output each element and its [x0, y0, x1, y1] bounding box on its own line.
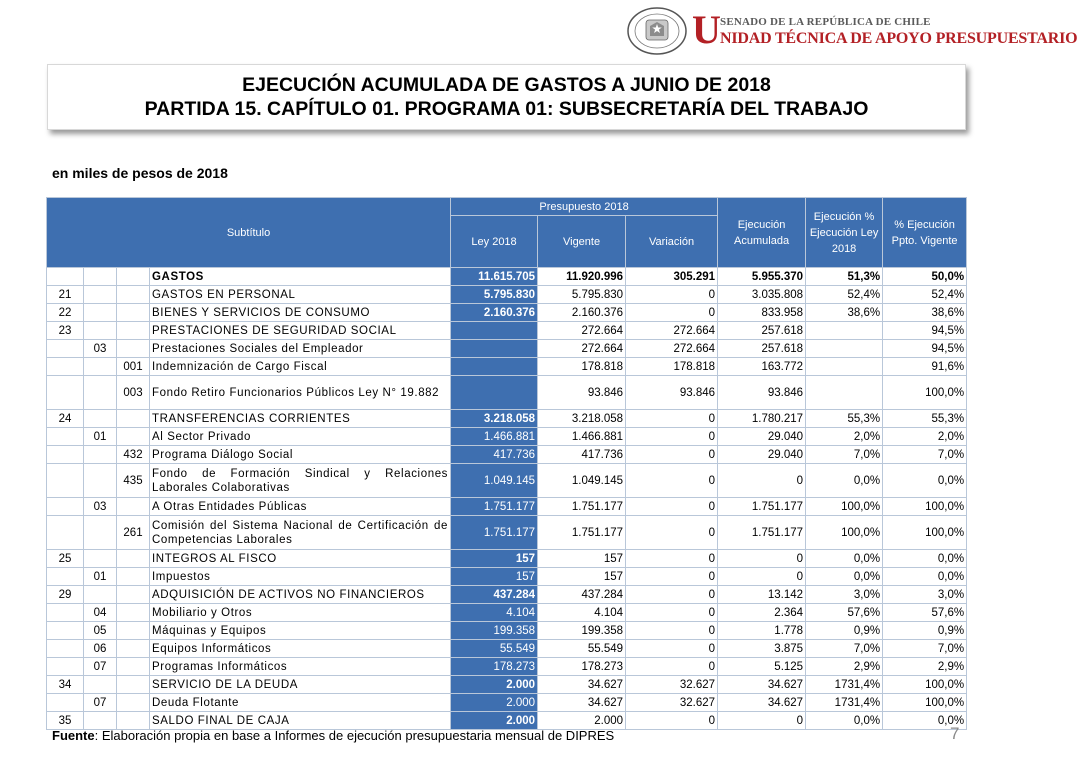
variacion-value: 0	[626, 712, 718, 730]
item-code	[84, 676, 117, 694]
pct-ejecucion-vigente-value: 0,0%	[883, 568, 967, 586]
header-subtitulo: Subtítulo	[47, 198, 451, 268]
subtitulo-code	[47, 516, 84, 550]
ejecucion-acumulada-value: 257.618	[718, 340, 806, 358]
item-code	[84, 446, 117, 464]
table-row	[47, 376, 967, 410]
ejecucion-acumulada-value: 0	[718, 712, 806, 730]
ejecucion-acumulada-value: 13.142	[718, 586, 806, 604]
vigente-value: 417.736	[538, 446, 626, 464]
row-description: INTEGROS AL FISCO	[150, 550, 451, 568]
row-description: BIENES Y SERVICIOS DE CONSUMO	[150, 304, 451, 322]
pct-ejecucion-ley-value	[806, 322, 883, 340]
ejecucion-acumulada-value: 2.364	[718, 604, 806, 622]
vigente-value: 1.751.177	[538, 498, 626, 516]
vigente-value: 2.160.376	[538, 304, 626, 322]
ejecucion-acumulada-value: 5.125	[718, 658, 806, 676]
ley-2018-value: 157	[451, 550, 538, 568]
pct-ejecucion-vigente-value: 38,6%	[883, 304, 967, 322]
pct-ejecucion-vigente-value: 94,5%	[883, 322, 967, 340]
pct-ejecucion-vigente-value: 2,0%	[883, 428, 967, 446]
subtitulo-code	[47, 694, 84, 712]
variacion-value: 178.818	[626, 358, 718, 376]
row-description: Fondo de Formación Sindical y Relaciones Laborales Colaborativas	[150, 464, 451, 498]
subtitulo-code	[47, 604, 84, 622]
asignacion-code	[117, 550, 150, 568]
item-code	[84, 376, 117, 410]
asignacion-code	[117, 568, 150, 586]
vigente-value: 11.920.996	[538, 268, 626, 286]
variacion-value: 0	[626, 304, 718, 322]
item-code	[84, 322, 117, 340]
pct-ejecucion-ley-value	[806, 358, 883, 376]
ley-2018-value: 1.049.145	[451, 464, 538, 498]
item-code	[84, 286, 117, 304]
budget-table-body	[47, 268, 967, 730]
variacion-value: 32.627	[626, 694, 718, 712]
variacion-value: 0	[626, 410, 718, 428]
item-code: 05	[84, 622, 117, 640]
row-description: SERVICIO DE LA DEUDA	[150, 676, 451, 694]
subtitulo-code	[47, 464, 84, 498]
table-row	[47, 712, 967, 730]
asignacion-code	[117, 658, 150, 676]
vigente-value: 272.664	[538, 340, 626, 358]
ejecucion-acumulada-value: 34.627	[718, 676, 806, 694]
item-code	[84, 410, 117, 428]
row-description: Equipos Informáticos	[150, 640, 451, 658]
ejecucion-acumulada-value: 1.751.177	[718, 498, 806, 516]
item-code	[84, 304, 117, 322]
title-box	[47, 64, 966, 130]
table-row	[47, 446, 967, 464]
ejecucion-acumulada-value: 29.040	[718, 446, 806, 464]
table-row	[47, 550, 967, 568]
page-subtitle: PARTIDA 15. CAPÍTULO 01. PROGRAMA 01: SUBSECRETARÍA DEL TRABAJO	[144, 98, 869, 120]
ejecucion-acumulada-value: 34.627	[718, 694, 806, 712]
variacion-value: 0	[626, 516, 718, 550]
subtitulo-code: 24	[47, 410, 84, 428]
variacion-value: 305.291	[626, 268, 718, 286]
variacion-value: 0	[626, 658, 718, 676]
variacion-value: 32.627	[626, 676, 718, 694]
ley-2018-value: 1.466.881	[451, 428, 538, 446]
page-title: EJECUCIÓN ACUMULADA DE GASTOS A JUNIO DE 2018	[242, 74, 771, 96]
pct-ejecucion-ley-value: 0,0%	[806, 464, 883, 498]
pct-ejecucion-ley-value: 100,0%	[806, 516, 883, 550]
header-presupuesto: Presupuesto 2018	[451, 198, 718, 216]
row-description: PRESTACIONES DE SEGURIDAD SOCIAL	[150, 322, 451, 340]
senate-seal-icon	[626, 6, 688, 56]
vigente-value: 1.049.145	[538, 464, 626, 498]
row-description: Deuda Flotante	[150, 694, 451, 712]
pct-ejecucion-ley-value: 100,0%	[806, 498, 883, 516]
ejecucion-acumulada-value: 257.618	[718, 322, 806, 340]
subtitulo-code: 35	[47, 712, 84, 730]
asignacion-code	[117, 694, 150, 712]
vigente-value: 1.466.881	[538, 428, 626, 446]
ejecucion-acumulada-value: 0	[718, 550, 806, 568]
ley-2018-value	[451, 322, 538, 340]
variacion-value: 272.664	[626, 340, 718, 358]
item-code	[84, 586, 117, 604]
pct-ejecucion-vigente-value: 55,3%	[883, 410, 967, 428]
pct-ejecucion-ley-value: 7,0%	[806, 446, 883, 464]
pct-ejecucion-vigente-value: 50,0%	[883, 268, 967, 286]
pct-ejecucion-vigente-value: 0,9%	[883, 622, 967, 640]
asignacion-code	[117, 268, 150, 286]
variacion-value: 0	[626, 464, 718, 498]
table-row	[47, 322, 967, 340]
item-code: 01	[84, 428, 117, 446]
pct-ejecucion-ley-value: 57,6%	[806, 604, 883, 622]
asignacion-code	[117, 498, 150, 516]
pct-ejecucion-ley-value: 2,9%	[806, 658, 883, 676]
subtitulo-code: 22	[47, 304, 84, 322]
item-code: 01	[84, 568, 117, 586]
ley-2018-value: 55.549	[451, 640, 538, 658]
pct-ejecucion-ley-value: 2,0%	[806, 428, 883, 446]
ejecucion-acumulada-value: 3.875	[718, 640, 806, 658]
table-row	[47, 304, 967, 322]
table-row	[47, 428, 967, 446]
ejecucion-acumulada-value: 29.040	[718, 428, 806, 446]
header-ley-2018: Ley 2018	[451, 216, 538, 268]
vigente-value: 2.000	[538, 712, 626, 730]
vigente-value: 55.549	[538, 640, 626, 658]
pct-ejecucion-ley-value: 0,9%	[806, 622, 883, 640]
pct-ejecucion-ley-value: 38,6%	[806, 304, 883, 322]
subtitulo-code	[47, 498, 84, 516]
ley-2018-value: 199.358	[451, 622, 538, 640]
pct-ejecucion-vigente-value: 100,0%	[883, 376, 967, 410]
ejecucion-acumulada-value: 1.778	[718, 622, 806, 640]
asignacion-code: 261	[117, 516, 150, 550]
pct-ejecucion-vigente-value: 57,6%	[883, 604, 967, 622]
pct-ejecucion-ley-value: 0,0%	[806, 712, 883, 730]
item-code	[84, 516, 117, 550]
asignacion-code	[117, 428, 150, 446]
ley-2018-value	[451, 340, 538, 358]
pct-ejecucion-vigente-value: 100,0%	[883, 676, 967, 694]
pct-ejecucion-ley-value: 0,0%	[806, 550, 883, 568]
asignacion-code	[117, 340, 150, 358]
variacion-value: 0	[626, 622, 718, 640]
item-code: 07	[84, 658, 117, 676]
subtitulo-code	[47, 428, 84, 446]
vigente-value: 4.104	[538, 604, 626, 622]
subtitulo-code	[47, 340, 84, 358]
pct-ejecucion-vigente-value: 0,0%	[883, 464, 967, 498]
variacion-value: 0	[626, 604, 718, 622]
row-description: Indemnización de Cargo Fiscal	[150, 358, 451, 376]
asignacion-code: 435	[117, 464, 150, 498]
subtitulo-code	[47, 640, 84, 658]
asignacion-code	[117, 410, 150, 428]
asignacion-code: 432	[117, 446, 150, 464]
table-row	[47, 286, 967, 304]
senate-logo	[626, 6, 1077, 58]
vigente-value: 1.751.177	[538, 516, 626, 550]
subtitulo-code	[47, 446, 84, 464]
pct-ejecucion-ley-value: 1731,4%	[806, 676, 883, 694]
row-description: Fondo Retiro Funcionarios Públicos Ley N° 19.882	[150, 376, 451, 410]
ley-2018-value: 4.104	[451, 604, 538, 622]
asignacion-code	[117, 622, 150, 640]
ley-2018-value: 1.751.177	[451, 498, 538, 516]
ejecucion-acumulada-value: 3.035.808	[718, 286, 806, 304]
pct-ejecucion-vigente-value: 100,0%	[883, 516, 967, 550]
asignacion-code	[117, 586, 150, 604]
row-description: Impuestos	[150, 568, 451, 586]
ejecucion-acumulada-value: 0	[718, 464, 806, 498]
asignacion-code	[117, 286, 150, 304]
vigente-value: 34.627	[538, 676, 626, 694]
asignacion-code	[117, 676, 150, 694]
row-description: GASTOS EN PERSONAL	[150, 286, 451, 304]
item-code: 03	[84, 498, 117, 516]
table-row	[47, 694, 967, 712]
pct-ejecucion-ley-value: 52,4%	[806, 286, 883, 304]
subtitulo-code	[47, 376, 84, 410]
unit-name: NIDAD TÉCNICA DE APOYO PRESUPUESTARIO	[720, 30, 1077, 47]
vigente-value: 3.218.058	[538, 410, 626, 428]
variacion-value: 0	[626, 640, 718, 658]
item-code	[84, 268, 117, 286]
row-description: SALDO FINAL DE CAJA	[150, 712, 451, 730]
row-description: Programa Diálogo Social	[150, 446, 451, 464]
item-code: 07	[84, 694, 117, 712]
pct-ejecucion-vigente-value: 7,0%	[883, 640, 967, 658]
ley-2018-value: 417.736	[451, 446, 538, 464]
ejecucion-acumulada-value: 1.751.177	[718, 516, 806, 550]
pct-ejecucion-ley-value: 1731,4%	[806, 694, 883, 712]
table-row	[47, 268, 967, 286]
ejecucion-acumulada-value: 1.780.217	[718, 410, 806, 428]
variacion-value: 0	[626, 586, 718, 604]
pct-ejecucion-ley-value: 7,0%	[806, 640, 883, 658]
subtitulo-code: 21	[47, 286, 84, 304]
asignacion-code	[117, 640, 150, 658]
variacion-value: 0	[626, 446, 718, 464]
table-row	[47, 516, 967, 550]
row-description: ADQUISICIÓN DE ACTIVOS NO FINANCIEROS	[150, 586, 451, 604]
variacion-value: 0	[626, 428, 718, 446]
pct-ejecucion-ley-value: 0,0%	[806, 568, 883, 586]
header-pct-ejecucion-vigente: % Ejecución Ppto. Vigente	[883, 198, 967, 268]
table-row	[47, 358, 967, 376]
ejecucion-acumulada-value: 163.772	[718, 358, 806, 376]
table-row	[47, 464, 967, 498]
pct-ejecucion-vigente-value: 94,5%	[883, 340, 967, 358]
pct-ejecucion-vigente-value: 0,0%	[883, 550, 967, 568]
vigente-value: 34.627	[538, 694, 626, 712]
subtitulo-code: 29	[47, 586, 84, 604]
header-ejecucion-acumulada: Ejecución Acumulada	[718, 198, 806, 268]
subtitulo-code	[47, 358, 84, 376]
subtitulo-code: 25	[47, 550, 84, 568]
vigente-value: 157	[538, 550, 626, 568]
ley-2018-value	[451, 358, 538, 376]
vigente-value: 157	[538, 568, 626, 586]
subtitulo-code	[47, 568, 84, 586]
source-note	[52, 728, 614, 743]
item-code: 06	[84, 640, 117, 658]
variacion-value: 272.664	[626, 322, 718, 340]
row-description: GASTOS	[150, 268, 451, 286]
pct-ejecucion-vigente-value: 7,0%	[883, 446, 967, 464]
item-code	[84, 712, 117, 730]
vigente-value: 178.818	[538, 358, 626, 376]
table-row	[47, 604, 967, 622]
table-row	[47, 676, 967, 694]
pct-ejecucion-ley-value	[806, 376, 883, 410]
item-code: 03	[84, 340, 117, 358]
source-label: Fuente	[52, 728, 95, 743]
table-row	[47, 498, 967, 516]
ley-2018-value: 1.751.177	[451, 516, 538, 550]
item-code: 04	[84, 604, 117, 622]
page-number: 7	[950, 724, 960, 743]
ejecucion-acumulada-value: 833.958	[718, 304, 806, 322]
subtitulo-code	[47, 268, 84, 286]
ley-2018-value: 2.000	[451, 694, 538, 712]
asignacion-code: 003	[117, 376, 150, 410]
ley-2018-value: 157	[451, 568, 538, 586]
vigente-value: 437.284	[538, 586, 626, 604]
ley-2018-value: 2.000	[451, 712, 538, 730]
row-description: Programas Informáticos	[150, 658, 451, 676]
row-description: Máquinas y Equipos	[150, 622, 451, 640]
row-description: Al Sector Privado	[150, 428, 451, 446]
units-label: en miles de pesos de 2018	[52, 165, 228, 181]
table-row	[47, 586, 967, 604]
variacion-value: 0	[626, 286, 718, 304]
ley-2018-value: 178.273	[451, 658, 538, 676]
item-code	[84, 358, 117, 376]
variacion-value: 0	[626, 550, 718, 568]
subtitulo-code	[47, 658, 84, 676]
table-row	[47, 340, 967, 358]
pct-ejecucion-vigente-value: 100,0%	[883, 498, 967, 516]
vigente-value: 93.846	[538, 376, 626, 410]
ley-2018-value	[451, 376, 538, 410]
row-description: Mobiliario y Otros	[150, 604, 451, 622]
asignacion-code	[117, 322, 150, 340]
pct-ejecucion-vigente-value: 2,9%	[883, 658, 967, 676]
asignacion-code	[117, 604, 150, 622]
pct-ejecucion-vigente-value: 91,6%	[883, 358, 967, 376]
source-text: : Elaboración propia en base a Informes de ejecución presupuestaria mensual de DIPRES	[94, 728, 615, 743]
variacion-value: 93.846	[626, 376, 718, 410]
table-row	[47, 410, 967, 428]
pct-ejecucion-ley-value	[806, 340, 883, 358]
vigente-value: 272.664	[538, 322, 626, 340]
pct-ejecucion-vigente-value: 0,0%	[883, 712, 967, 730]
unit-initial: U	[692, 7, 721, 52]
header-variacion: Variación	[626, 216, 718, 268]
variacion-value: 0	[626, 498, 718, 516]
ley-2018-value: 2.160.376	[451, 304, 538, 322]
budget-table	[46, 197, 967, 730]
item-code	[84, 464, 117, 498]
table-row	[47, 568, 967, 586]
row-description: TRANSFERENCIAS CORRIENTES	[150, 410, 451, 428]
pct-ejecucion-ley-value: 55,3%	[806, 410, 883, 428]
header-vigente: Vigente	[538, 216, 626, 268]
pct-ejecucion-vigente-value: 3,0%	[883, 586, 967, 604]
senate-name: SENADO DE LA REPÚBLICA DE CHILE	[720, 16, 931, 28]
row-description: Comisión del Sistema Nacional de Certificación de Competencias Laborales	[150, 516, 451, 550]
ejecucion-acumulada-value: 93.846	[718, 376, 806, 410]
subtitulo-code	[47, 622, 84, 640]
pct-ejecucion-vigente-value: 100,0%	[883, 694, 967, 712]
ley-2018-value: 11.615.705	[451, 268, 538, 286]
asignacion-code	[117, 304, 150, 322]
table-row	[47, 640, 967, 658]
vigente-value: 5.795.830	[538, 286, 626, 304]
ejecucion-acumulada-value: 5.955.370	[718, 268, 806, 286]
header-pct-ejecucion-ley: Ejecución % Ejecución Ley 2018	[806, 198, 883, 268]
table-row	[47, 658, 967, 676]
pct-ejecucion-ley-value: 51,3%	[806, 268, 883, 286]
ley-2018-value: 437.284	[451, 586, 538, 604]
ley-2018-value: 3.218.058	[451, 410, 538, 428]
ley-2018-value: 2.000	[451, 676, 538, 694]
subtitulo-code: 23	[47, 322, 84, 340]
asignacion-code	[117, 712, 150, 730]
pct-ejecucion-vigente-value: 52,4%	[883, 286, 967, 304]
pct-ejecucion-ley-value: 3,0%	[806, 586, 883, 604]
variacion-value: 0	[626, 568, 718, 586]
vigente-value: 178.273	[538, 658, 626, 676]
ley-2018-value: 5.795.830	[451, 286, 538, 304]
subtitulo-code: 34	[47, 676, 84, 694]
row-description: Prestaciones Sociales del Empleador	[150, 340, 451, 358]
row-description: A Otras Entidades Públicas	[150, 498, 451, 516]
asignacion-code: 001	[117, 358, 150, 376]
ejecucion-acumulada-value: 0	[718, 568, 806, 586]
vigente-value: 199.358	[538, 622, 626, 640]
item-code	[84, 550, 117, 568]
table-row	[47, 622, 967, 640]
